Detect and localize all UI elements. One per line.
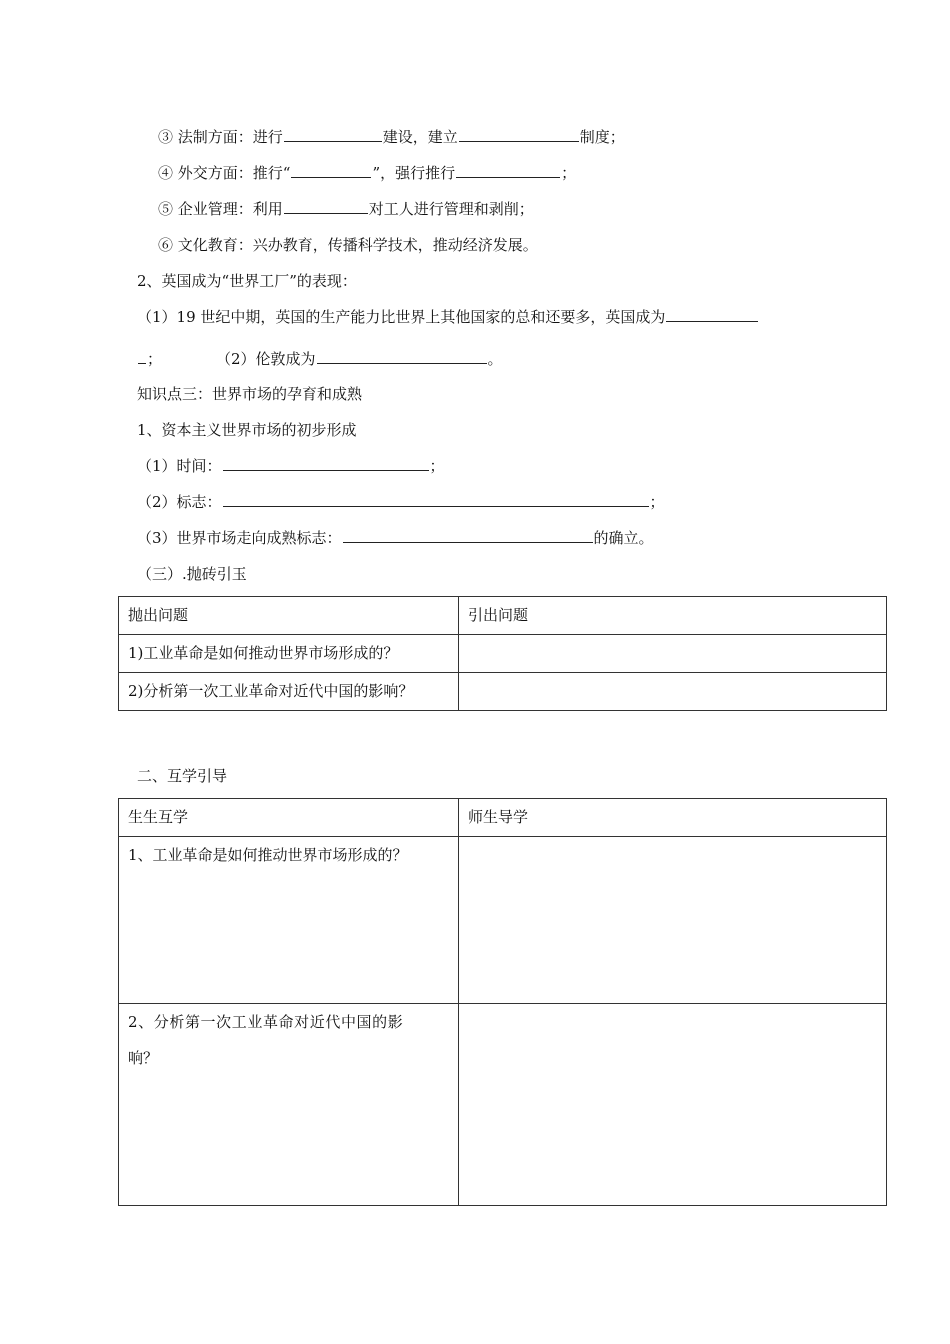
table-row xyxy=(119,1004,887,1206)
world-factory-p2-text: （2）伦敦成为 xyxy=(216,350,316,368)
table-row xyxy=(119,673,887,711)
world-factory-p1 xyxy=(137,307,759,327)
section-title-world-factory: 2、英国成为“世界工厂”的表现： xyxy=(137,272,357,290)
section-title-brick: （三）.抛砖引玉 xyxy=(137,565,247,583)
knowledge-point-title: 知识点三：世界市场的孕育和成熟 xyxy=(137,385,363,403)
blank-field[interactable] xyxy=(284,199,368,214)
answer-cell[interactable] xyxy=(459,673,887,711)
answer-cell[interactable] xyxy=(459,1004,887,1206)
item-enterprise-end: 对工人进行管理和剥削； xyxy=(368,200,534,218)
table-cell: 1、工业革命是如何推动世界市场形成的？ xyxy=(119,837,459,1004)
world-factory-p1-end: ； xyxy=(147,350,163,368)
market-sign-end: ； xyxy=(649,493,665,511)
knowledge-subtitle: 1、资本主义世界市场的初步形成 xyxy=(137,421,357,439)
blank-field[interactable] xyxy=(317,349,487,364)
blank-field[interactable] xyxy=(223,492,649,507)
world-factory-p1-cont xyxy=(137,349,162,369)
world-factory-p2 xyxy=(216,349,503,369)
item-enterprise xyxy=(158,199,534,219)
table-header-cell: 师生导学 xyxy=(459,799,887,837)
market-sign-label: （2）标志： xyxy=(137,493,222,511)
blank-field[interactable] xyxy=(284,127,382,142)
item-law-label: ③ 法制方面：进行 xyxy=(158,128,283,146)
table-cell: 2)分析第一次工业革命对近代中国的影响？ xyxy=(119,673,459,711)
market-mature-label: （3）世界市场走向成熟标志： xyxy=(137,529,342,547)
table-header-cell: 生生互学 xyxy=(119,799,459,837)
item-education: ⑥ 文化教育：兴办教育，传播科学技术，推动经济发展。 xyxy=(158,236,538,254)
table-header-cell: 引出问题 xyxy=(459,597,887,635)
market-sign xyxy=(137,492,665,512)
world-factory-p1-text: （1）19 世纪中期，英国的生产能力比世界上其他国家的总和还要多，英国成为 xyxy=(137,308,666,326)
table-header-row xyxy=(119,597,887,635)
item-diplomacy-end: ； xyxy=(561,164,577,182)
question-line: 2、分析第一次工业革命对近代中国的影 xyxy=(128,1013,404,1031)
item-law-end: 制度； xyxy=(579,128,625,146)
table-cell xyxy=(119,1004,459,1206)
blank-field[interactable] xyxy=(666,307,758,322)
section-title-mutual: 二、互学引导 xyxy=(137,767,228,785)
table-cell: 1)工业革命是如何推动世界市场形成的？ xyxy=(119,635,459,673)
market-time-end: ； xyxy=(429,457,445,475)
blank-field[interactable] xyxy=(138,349,146,364)
blank-field[interactable] xyxy=(291,163,371,178)
blank-field[interactable] xyxy=(456,163,560,178)
question-table xyxy=(118,596,887,711)
item-law-mid: 建设，建立 xyxy=(382,128,458,146)
item-law xyxy=(158,127,625,147)
table-row xyxy=(119,837,887,1004)
item-diplomacy-label: ④ 外交方面：推行“ xyxy=(158,164,291,182)
blank-field[interactable] xyxy=(459,127,579,142)
item-enterprise-label: ⑤ 企业管理：利用 xyxy=(158,200,283,218)
mutual-learning-table xyxy=(118,798,887,1206)
market-time xyxy=(137,456,445,476)
market-mature xyxy=(137,528,654,548)
world-factory-p2-end: 。 xyxy=(487,350,503,368)
market-mature-end: 的确立。 xyxy=(593,529,654,547)
answer-cell[interactable] xyxy=(459,837,887,1004)
blank-field[interactable] xyxy=(223,456,429,471)
answer-cell[interactable] xyxy=(459,635,887,673)
table-header-cell: 抛出问题 xyxy=(119,597,459,635)
item-diplomacy-mid: ”，强行推行 xyxy=(372,164,456,182)
item-diplomacy xyxy=(158,163,576,183)
table-header-row xyxy=(119,799,887,837)
question-line: 响？ xyxy=(128,1049,159,1067)
blank-field[interactable] xyxy=(343,528,593,543)
table-row xyxy=(119,635,887,673)
market-time-label: （1）时间： xyxy=(137,457,222,475)
